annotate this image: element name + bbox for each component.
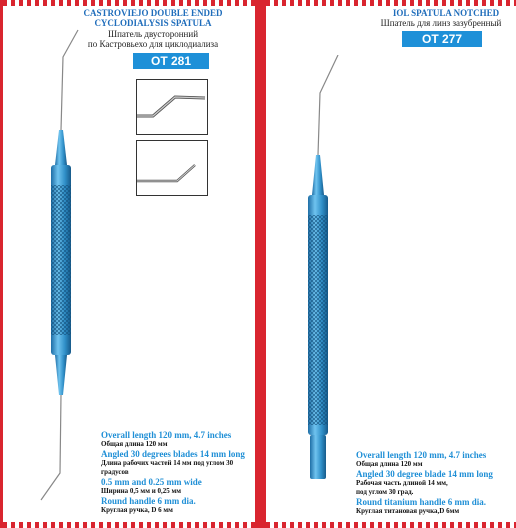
product-title-line1: CASTROVIEJO DOUBLE ENDED — [83, 8, 223, 18]
product-specs — [101, 430, 253, 515]
product-title-line2: CYCLODIALYSIS SPATULA — [94, 18, 212, 28]
top-border-stripe — [3, 0, 255, 6]
spec-line: Angled 30 degrees blades 14 mm long — [101, 449, 245, 459]
blade-detail-box-1 — [136, 79, 208, 135]
spec-line: Общая длина 120 мм — [356, 460, 423, 468]
spec-line: Angled 30 degree blade 14 mm long — [356, 469, 493, 479]
spec-line: Overall length 120 mm, 4.7 inches — [356, 450, 487, 460]
spec-line: Overall length 120 mm, 4.7 inches — [101, 430, 232, 440]
spec-line: Общая длина 120 мм — [101, 440, 168, 448]
blade-detail-image-2 — [137, 141, 207, 195]
blade-detail-box-2 — [136, 140, 208, 196]
bottom-border-stripe — [266, 522, 516, 528]
blade-detail-image-1 — [137, 80, 207, 134]
double-ended-spatula-image — [23, 25, 103, 515]
product-specs — [356, 450, 516, 516]
product-card-ot281 — [3, 0, 255, 528]
product-code-badge: OT 281 — [133, 53, 209, 69]
bottom-border-stripe — [3, 522, 255, 528]
spec-line: Круглая ручка, D 6 мм — [101, 506, 173, 514]
spec-line: Круглая титановая ручка,D 6мм — [356, 507, 460, 515]
product-title: IOL SPATULA NOTCHED — [392, 8, 500, 18]
spec-line: 0.5 mm and 0.25 mm wide — [101, 477, 202, 487]
spec-line: Round titanium handle 6 mm dia. — [356, 497, 487, 507]
product-subtitle-line2: по Кастровьехо для циклодиализа — [87, 39, 219, 49]
spec-line: Длина рабочих частей 14 мм под углом 30 — [101, 459, 234, 467]
product-subtitle-line1: Шпатель двусторонний — [107, 29, 199, 39]
spec-line: градусов — [101, 468, 129, 476]
spec-line: Рабочая часть длиной 14 мм, — [356, 479, 448, 487]
product-subtitle: Шпатель для линз зазубренный — [380, 18, 502, 28]
spec-line: Ширина 0,5 мм и 0,25 мм — [101, 487, 182, 495]
product-code-badge: OT 277 — [402, 31, 482, 47]
spec-line: Round handle 6 mm dia. — [101, 496, 196, 506]
iol-spatula-image — [286, 55, 366, 485]
top-border-stripe — [266, 0, 516, 6]
product-card-ot277 — [266, 0, 516, 528]
spec-line: под углом 30 град. — [356, 488, 414, 496]
